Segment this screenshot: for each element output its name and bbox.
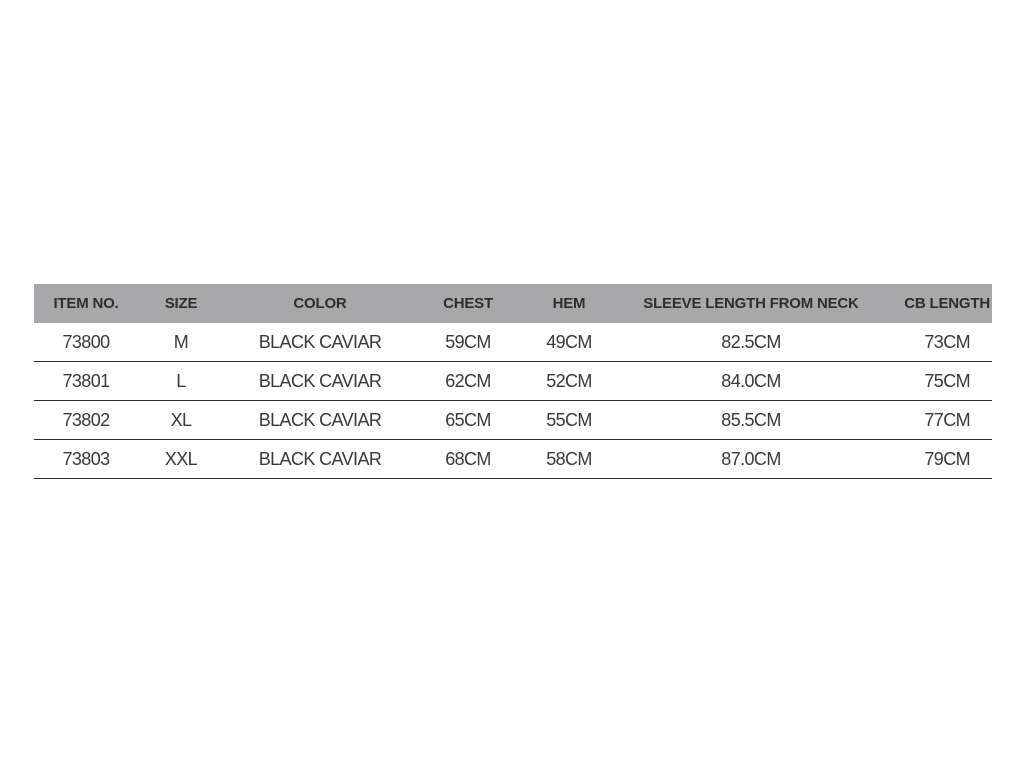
size-chart [34, 284, 992, 479]
cell-cb-length: 79CM [884, 440, 992, 479]
header-size: SIZE [164, 295, 198, 312]
cell-hem: 58CM [520, 440, 618, 479]
table-row [34, 323, 992, 362]
cell-chest: 65CM [416, 401, 520, 440]
size-chart-table [34, 284, 992, 479]
cell-item-no: 73803 [34, 440, 138, 479]
cell-cb-length: 77CM [884, 401, 992, 440]
cell-color: BLACK CAVIAR [224, 323, 416, 362]
cell-sleeve-length: 87.0CM [618, 440, 884, 479]
cell-size: M [138, 323, 224, 362]
cell-size: XXL [138, 440, 224, 479]
cell-hem: 52CM [520, 362, 618, 401]
cell-chest: 62CM [416, 362, 520, 401]
header-item-no: ITEM NO. [53, 295, 119, 312]
header-hem: HEM [552, 295, 586, 312]
table-row [34, 362, 992, 401]
table-header-row [34, 284, 992, 323]
cell-size: XL [138, 401, 224, 440]
table-row [34, 440, 992, 479]
cell-item-no: 73802 [34, 401, 138, 440]
cell-size: L [138, 362, 224, 401]
cell-sleeve-length: 82.5CM [618, 323, 884, 362]
cell-sleeve-length: 85.5CM [618, 401, 884, 440]
cell-item-no: 73800 [34, 323, 138, 362]
table-row [34, 401, 992, 440]
cell-chest: 68CM [416, 440, 520, 479]
header-sleeve-length: SLEEVE LENGTH FROM NECK [643, 295, 859, 312]
cell-item-no: 73801 [34, 362, 138, 401]
cell-cb-length: 75CM [884, 362, 992, 401]
cell-color: BLACK CAVIAR [224, 440, 416, 479]
cell-chest: 59CM [416, 323, 520, 362]
cell-hem: 55CM [520, 401, 618, 440]
header-cb-length: CB LENGTH [904, 295, 990, 312]
cell-color: BLACK CAVIAR [224, 362, 416, 401]
cell-sleeve-length: 84.0CM [618, 362, 884, 401]
header-chest: CHEST [443, 295, 493, 312]
cell-cb-length: 73CM [884, 323, 992, 362]
cell-hem: 49CM [520, 323, 618, 362]
header-color: COLOR [293, 295, 347, 312]
cell-color: BLACK CAVIAR [224, 401, 416, 440]
